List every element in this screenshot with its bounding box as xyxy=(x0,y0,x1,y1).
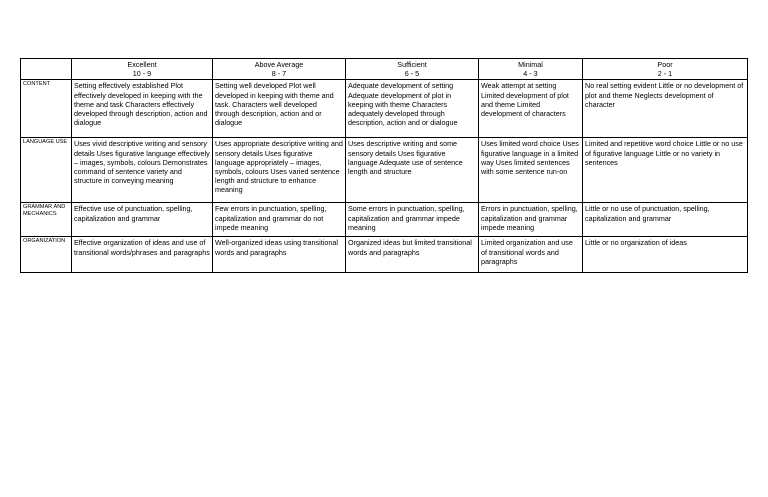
rubric-cell: Organized ideas but limited transitional words and paragraphs xyxy=(346,237,479,273)
rubric-cell: Few errors in punctuation, spelling, capitalization and grammar do not impede meaning xyxy=(213,203,346,237)
criterion-row-language-use xyxy=(21,138,748,203)
criterion-label: GRAMMAR AND MECHANICS xyxy=(21,203,72,237)
rubric-cell: Effective use of punctuation, spelling, capitalization and grammar xyxy=(72,203,213,237)
level-score: 2 - 1 xyxy=(657,69,673,79)
corner-cell xyxy=(21,59,72,80)
level-header-minimal xyxy=(479,59,583,80)
rubric-cell: Limited and repetitive word choice Little or no use of figurative language Little or no variety in sentences xyxy=(583,138,748,203)
level-score: 6 - 5 xyxy=(404,69,420,79)
rubric-table xyxy=(20,58,748,273)
criterion-label: ORGANIZATION xyxy=(21,237,72,273)
level-header-sufficient xyxy=(346,59,479,80)
rubric-cell: Uses appropriate descriptive writing and sensory details Uses figurative language appropriately – images, symbols, colours Uses varied sentence length and structure to enhance meaning xyxy=(213,138,346,203)
level-name: Poor xyxy=(657,60,673,69)
rubric-cell: Setting well developed Plot well developed in keeping with theme and task. Characters well developed through description, action and or dialogue xyxy=(213,80,346,138)
rubric-cell: Uses vivid descriptive writing and sensory details Uses figurative language effectively – images, symbols, colours Demonstrates command of sentence variety and structure in conveying meaning xyxy=(72,138,213,203)
criterion-row-grammar-and-mechanics xyxy=(21,203,748,237)
rubric-cell: Well-organized ideas using transitional words and paragraphs xyxy=(213,237,346,273)
criterion-row-content xyxy=(21,80,748,138)
rubric-cell: Limited organization and use of transitional words and paragraphs xyxy=(479,237,583,273)
rubric-cell: Effective organization of ideas and use of transitional words/phrases and paragraphs xyxy=(72,237,213,273)
rubric-cell: Uses limited word choice Uses figurative language in a limited way Uses limited sentences with some sentence run-on xyxy=(479,138,583,203)
rubric-cell: Adequate development of setting Adequate development of plot in keeping with theme Characters adequately developed through description, action and or dialogue xyxy=(346,80,479,138)
criterion-row-organization xyxy=(21,237,748,273)
level-score: 10 - 9 xyxy=(132,69,152,79)
rubric-cell: Weak attempt at setting Limited development of plot and theme Limited development of characters xyxy=(479,80,583,138)
level-name: Sufficient xyxy=(397,60,427,69)
level-header-excellent xyxy=(72,59,213,80)
level-header-above-average xyxy=(213,59,346,80)
rubric-cell: Some errors in punctuation, spelling, capitalization and grammar impede meaning xyxy=(346,203,479,237)
rubric-cell: Little or no use of punctuation, spelling, capitalization and grammar xyxy=(583,203,748,237)
level-header-poor xyxy=(583,59,748,80)
rubric-cell: Errors in punctuation, spelling, capitalization and grammar impede meaning xyxy=(479,203,583,237)
level-name: Above Average xyxy=(254,60,304,69)
level-name: Excellent xyxy=(127,60,157,69)
rubric-cell: Little or no organization of ideas xyxy=(583,237,748,273)
header-row xyxy=(21,59,748,80)
rubric-cell: No real setting evident Little or no development of plot and theme Neglects development of character xyxy=(583,80,748,138)
level-score: 4 - 3 xyxy=(523,69,538,79)
level-score: 8 - 7 xyxy=(271,69,287,79)
rubric-cell: Uses descriptive writing and some sensory details Uses figurative language Adequate use of sentence length and structure xyxy=(346,138,479,203)
rubric-cell: Setting effectively established Plot effectively developed in keeping with the theme and task Characters effectively developed through description, action and dialogue xyxy=(72,80,213,138)
criterion-label: LANGUAGE USE xyxy=(21,138,72,203)
criterion-label: CONTENT xyxy=(21,80,72,138)
level-name: Minimal xyxy=(518,60,543,69)
